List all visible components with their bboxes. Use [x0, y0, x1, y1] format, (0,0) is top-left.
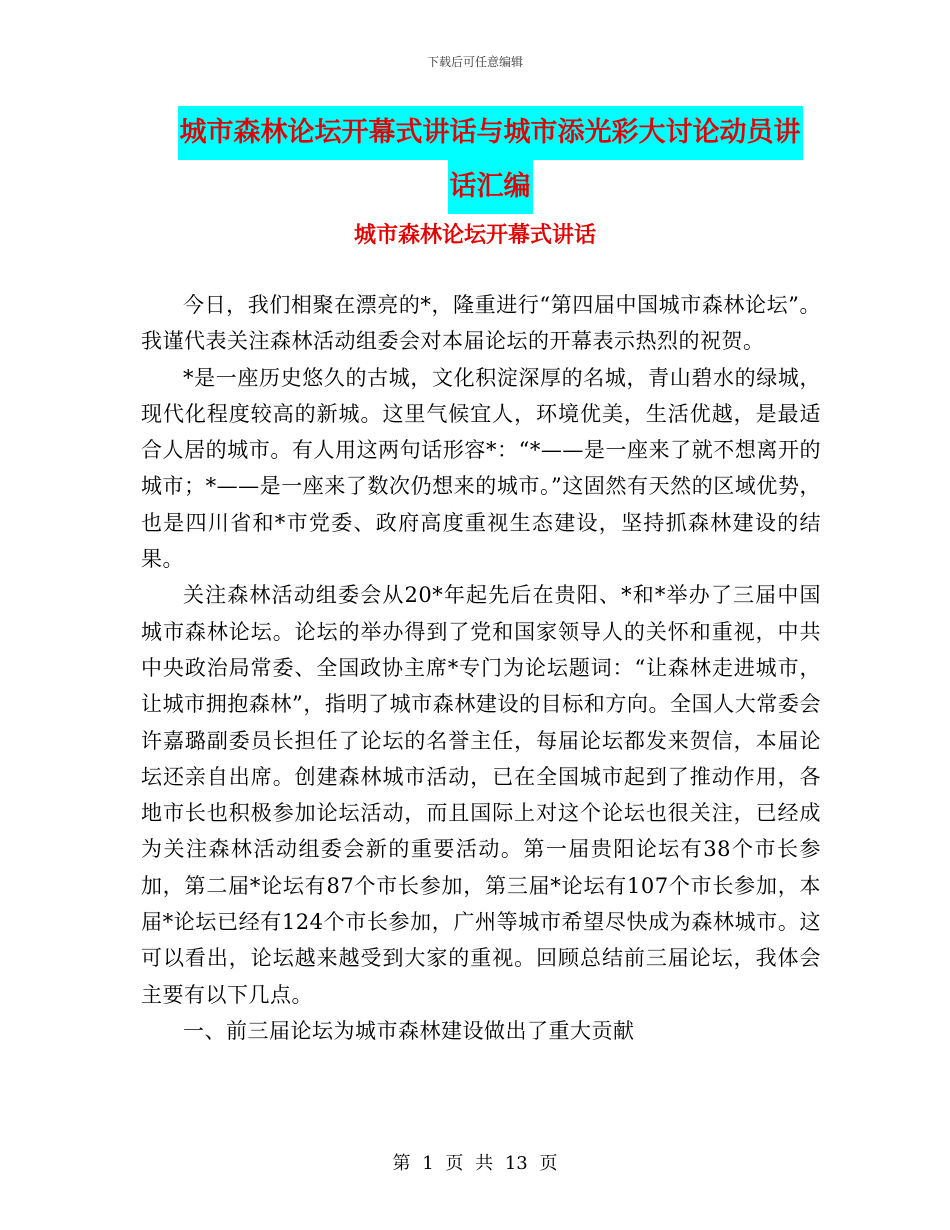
- document-title-line-1: 城市森林论坛开幕式讲话与城市添光彩大讨论动员讲: [178, 106, 803, 160]
- document-body: [141, 287, 821, 1049]
- document-title: [140, 106, 840, 214]
- paragraph: 关注森林活动组委会从20*年起先后在贵阳、*和*举办了三届中国城市森林论坛。论坛的举办得到了党和国家领导人的关怀和重视，中共中央政治局常委、全国政协主席*专门为论坛题词：“让森林走进城市，让城市拥抱森林”，指明了城市森林建设的目标和方向。全国人大常委会许嘉璐副委员长担任了论坛的名誉主任，每届论坛都发来贺信，本届论坛还亲自出席。创建森林城市活动，已在全国城市起到了推动作用，各地市长也积极参加论坛活动，而且国际上对这个论坛也很关注，已经成为关注森林活动组委会新的重要活动。第一届贵阳论坛有38个市长参加，第二届*论坛有87个市长参加，第三届*论坛有107个市长参加，本届*论坛已经有124个市长参加，广州等城市希望尽快成为森林城市。这可以看出，论坛越来越受到大家的重视。回顾总结前三届论坛，我体会主要有以下几点。: [141, 583, 821, 1007]
- document-title-line-2: 话汇编: [448, 160, 533, 214]
- paragraph: 一、前三届论坛为城市森林建设做出了重大贡献: [183, 1018, 635, 1043]
- paragraph: 今日，我们相聚在漂亮的*，隆重进行“第四届中国城市森林论坛”。我谨代表关注森林活动组委会对本届论坛的开幕表示热烈的祝贺。: [141, 293, 821, 354]
- page-number: 第 1 页 共 13 页: [392, 1153, 558, 1174]
- section-heading: 城市森林论坛开幕式讲话: [353, 222, 596, 248]
- page-header-note: 下载后可任意编辑: [426, 55, 523, 69]
- paragraph: *是一座历史悠久的古城，文化积淀深厚的名城，青山碧水的绿城，现代化程度较高的新城。这里气候宜人，环境优美，生活优越，是最适合人居的城市。有人用这两句话形容*：“*——是一座来了就不想离开的城市；*——是一座来了数次仍想来的城市。”这固然有天然的区域优势，也是四川省和*市党委、政府高度重视生态建设，坚持抓森林建设的结果。: [141, 365, 821, 572]
